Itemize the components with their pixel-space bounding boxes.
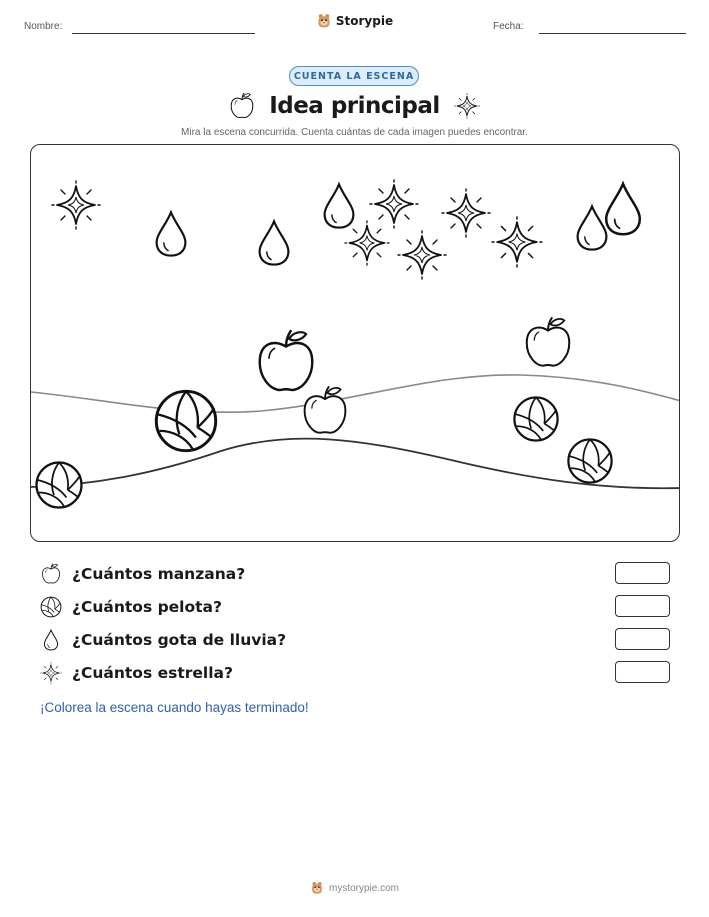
star-icon xyxy=(52,181,100,229)
raindrop-icon xyxy=(157,212,186,255)
apple-icon xyxy=(40,563,62,585)
question-text: ¿Cuántos gota de lluvia? xyxy=(72,631,287,649)
back-hill-line xyxy=(31,375,680,412)
question-row-ball xyxy=(40,595,670,619)
sparkle-star-icon xyxy=(454,93,480,119)
volleyball-icon xyxy=(40,596,62,618)
answer-box-star[interactable] xyxy=(615,661,670,683)
apple-icon xyxy=(527,318,570,366)
question-text: ¿Cuántos pelota? xyxy=(72,598,223,616)
instructions: Mira la escena concurrida. Cuenta cuántas de cada imagen puedes encontrar. xyxy=(181,127,528,138)
name-label: Nombre: xyxy=(24,21,63,32)
apple-icon xyxy=(260,331,313,390)
answer-box-raindrop[interactable] xyxy=(615,628,670,650)
star-icon xyxy=(345,221,389,265)
volleyball-icon xyxy=(514,397,557,440)
volleyball-icon xyxy=(156,391,215,450)
raindrop-icon xyxy=(40,629,62,651)
storypie-logo-icon xyxy=(310,881,324,895)
volleyball-icon xyxy=(568,439,611,482)
date-label: Fecha: xyxy=(493,21,524,32)
scene-illustration xyxy=(31,145,680,542)
star-icon xyxy=(398,231,446,279)
apple-icon xyxy=(229,92,255,120)
question-text: ¿Cuántos estrella? xyxy=(72,664,233,682)
volleyball-icon xyxy=(37,463,82,508)
name-line[interactable] xyxy=(72,33,255,34)
star-icon xyxy=(370,180,418,228)
raindrop-icon xyxy=(578,206,607,249)
raindrop-icon xyxy=(325,184,354,227)
apple-icon xyxy=(305,387,346,433)
site-footer xyxy=(310,881,399,895)
storypie-logo-icon xyxy=(316,13,332,29)
date-line[interactable] xyxy=(539,33,686,34)
question-text: ¿Cuántos manzana? xyxy=(72,565,246,583)
sparkle-star-icon xyxy=(40,662,62,684)
raindrop-icon xyxy=(606,184,640,234)
answer-box-ball[interactable] xyxy=(615,595,670,617)
star-icon xyxy=(492,217,542,267)
site-url: mystorypie.com xyxy=(328,882,399,894)
brand-logo xyxy=(316,13,393,29)
question-row-apple xyxy=(40,562,670,586)
star-icon xyxy=(442,189,490,237)
raindrop-icon xyxy=(260,221,289,264)
page-title: Idea principal xyxy=(269,93,440,119)
answer-box-apple[interactable] xyxy=(615,562,670,584)
question-row-raindrop xyxy=(40,628,670,652)
coloring-note: ¡Colorea la escena cuando hayas terminado! xyxy=(40,700,309,715)
brand-name: Storypie xyxy=(335,14,394,28)
activity-badge: CUENTA LA ESCENA xyxy=(289,66,419,86)
counting-scene xyxy=(30,144,680,542)
question-row-star xyxy=(40,661,670,685)
